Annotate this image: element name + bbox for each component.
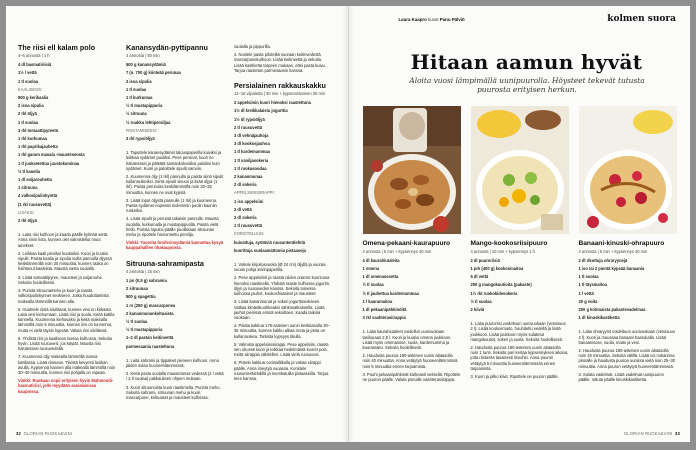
photographer-name: Panu Pälviö <box>439 17 465 22</box>
ingredient: 2 kananmunaa <box>234 174 263 180</box>
ingredient: 1 tl suolaa <box>126 86 147 92</box>
recipe-tip: Vinkki: Tuoreita broilerinsydämiä kannattaa kysyä kauppahallien lihakaupoista. <box>126 240 224 251</box>
recipe-title: Mango-kookosriisipuuro <box>470 240 548 247</box>
ingredient: 1 iso appelsiini <box>234 198 264 204</box>
recipe-step: 1. Laita kaurahiutaleet voidellun uunivuokaan tasilouaan 2,5 l. Kuori ja kuutioi omena joukkoon. Lisää myös omenasose, suola, kardemumma ja kauramaito. Sekoita huolellisesti. <box>362 329 452 351</box>
ingredient: 2 rkl öljyä <box>18 111 37 117</box>
ingredient: 500 g kanansydämiä <box>126 62 166 68</box>
ingredient: 1 tl ruusuvettä <box>234 223 262 229</box>
magazine-name: GLORIAN RUOKA&VINI <box>623 431 673 436</box>
recipe-step: 3. Lisää kananmunat ja sokeri jogurttiseokseen. Vatkaa kiinteäkuohkeaksi sähkövatkaimella. Lisää jauhot pienissä erissä sekoittaen. Kaada taikina vuokaan. <box>234 299 325 320</box>
recipe-step: 2. Keitä pasta suolalla maustetussa vedessä (2 l vettä / 2 tl suolaa) pakkauksen ohjeen mukaan. <box>126 371 224 382</box>
ingredient-list <box>126 278 224 349</box>
recipe-meta: 4 annosta | 5 min + kypsennys 40 min <box>362 248 432 254</box>
ingredient: 3 rkl tomaattipyreetä <box>18 127 59 133</box>
porridge-photo-apple-pecan <box>363 106 461 234</box>
recipe-step: 2. Haudusta puuroa 180-asteisen uunin alatasolla noin 1 tunti. Sekoita pari kertaa kypsennyksen aikana, jotta riisiteräs tasaisesti riisuihin. Anna puuron vetäytyä 5 minuuttia huoneenlämmössä ennen tarjoamista. <box>470 345 569 371</box>
ingredient: 5 dl vettä <box>470 274 489 280</box>
byline-role: kuvat <box>428 17 439 22</box>
ingredient: ½ tl kanelia <box>18 168 41 174</box>
recipe-step: 2. Kuumenna öljy (1 rkl) pannulla ja paista siinä sipulit kullanruskeiksi. Siirrä sipulit sivuun ja lisää öljyä (1 rkl). Paista perunoita keskilämmöllä noin 20–25 minuuttia, kunnes ne ovat kypsiä. <box>126 174 224 195</box>
recipe-column-mango-coconut <box>471 240 569 382</box>
ingredient: 1 tl suolaa <box>18 119 39 125</box>
ingredient: 1½ dl kreikkalaista jogurttia <box>234 108 288 114</box>
mango-coconut-bowl-illustration <box>471 106 569 234</box>
author-name: Laura Kaapro <box>398 17 427 22</box>
ingredient: 2 kananmunankeltuaista <box>126 310 174 316</box>
porridge-photo-mango-coconut <box>471 106 569 234</box>
recipe-step: 1. Laita sahrami ja tippaleet pieneen kulhoon. Anna jäiden sulaa huoneenlämmössä. <box>126 357 219 368</box>
magazine-spread <box>6 6 690 442</box>
ingredient: ½ tl mustapippuria <box>126 103 163 109</box>
recipe-step: 4. Lisää sipulit ja perunat takaisin pannulle. Mausta suolalla, kurkumalla ja mustapippurilla. Paista vielä hetki. Purista lopuksi päälle puolikkaan sitruunan mehu ja ripottele hienonnettu persilja. <box>126 216 219 238</box>
recipe-step: 4. Nostele pasta pihdeillä suoraan keitinvedestä mascarponekulhoon. Lisää keitinvettä ja sekoita. Lisää kastiketta tarpeen mukaan, ettei pasta kuivu. Tarjoa raastetun parmesaanin kanssa. <box>234 52 326 73</box>
ingredient: 1 sitruuna <box>18 185 38 191</box>
ingredient: 1 rkl paprikajauhetta <box>18 144 58 150</box>
ingredient: 2 isoa sipulia <box>18 103 44 109</box>
ingredient: 200 g kotimaista pakastevadelmaa <box>578 307 646 313</box>
recipe-step: 4. Purista sitruunamehu ja kuori ja raasta valkosipulinkynnet seokseen. Jotka huuduttamista makealla lämmöllä kannen alla. <box>18 288 109 304</box>
recipe-step: 2. Pese appelsiinit ja raasta niiden oranssi kuorinosa hienoksi raastinella. Yhdistä raaste kulhossa jogurtin, öljyn ja ruusuveden kanssa. Sekoita toisessa kulhossa jauhot, kookoshiutaleet ja mausteet. <box>234 275 331 297</box>
ingredient: 4 valkosipulinkynttä <box>18 193 58 199</box>
section-label: kolmen suora <box>607 14 676 24</box>
recipe-step: 6. Pistele kakkua cocktailtikulla ja valuta siirappi päälle. Anna imeytyä vuoassa. Koristele ruusunterälehdillä ja murskatuilla pistaaseilla. Tarjoa teen kanssa. <box>234 360 329 381</box>
recipe-meta: 4 annosta | 10 min + kypsennys 1 h <box>470 248 535 254</box>
ingredient: 1 l vettä <box>578 290 594 296</box>
recipe-step: 2. Haudusta puuroa 180-asteisen uunin alatasolla noin 40 minuuttia. Anna vetäytyä huoneenlämmössä noin 5 minuuttia ennen tarjoamista. <box>362 353 458 369</box>
ingredient: ½ ruukku lehtipersiljaa <box>126 119 171 125</box>
recipe-step: 5. Huuhtele riisiä siivilässä, kunnes vesi on kirkasta. Laita vesi kiehumaan. Lisää riisi ja suola. Keitä kattila kannella. Kuumenna kiehuvaksi ja keitä makealla lämmöllä noin 5 minuuttia, kunnes riisi on turvonnut, mutta ei vielä täysin kypsää. Valuta riisi siivilässä. <box>18 306 115 333</box>
ingredient: 500 g kerikaalia <box>18 95 49 101</box>
recipe-step: 2. Haudusta puuroa 180-asteisen uunin alatasolla noin 40 minuuttia. Sekoita välillä. Lisää voi nokareina pinnalle ja haudusta puuroa uunissa vielä noin 25–30 minuuttia. Anna puuron vetäytyä huoneenlämmössä. <box>578 348 676 369</box>
ingredient: 1–2 dl pastan keitinvettä <box>126 335 174 341</box>
apple-pecan-bowl-illustration <box>363 106 461 234</box>
ingredient: ½ tl suolaa <box>470 298 492 304</box>
ingredient: 1 l kauramaitoa <box>362 298 393 304</box>
ingredient: 1 rs (250 g) mascarponea <box>126 302 176 308</box>
ingredient: 2 sitruunaa <box>126 286 148 292</box>
recipe-title: Banaani-kinuski-ohrapuuro <box>578 240 665 247</box>
recipe-meta: 4 annosta | 15 min <box>126 268 160 274</box>
recipe-column-3 <box>234 44 332 384</box>
ingredient: kuivattuja, syötäviä ruusunterälehtiä <box>234 239 305 245</box>
ingredient: 1 pn (0,5 g) sahramia <box>126 277 167 283</box>
ingredient: 2 dl puuroriisiä <box>470 257 500 263</box>
headline: Hitaan aamun hyvät <box>410 50 643 74</box>
ingredient: 1½ rkl ruokokidesokeria <box>470 290 518 296</box>
recipe-step: 6. Yhdistä riisi ja kaaliseos isossa kulhossa. Sekoita hyvin. Lisää ruusuvesi, jos käytät. Mausta riisi halutessasi ruusuvedellä. <box>18 335 112 352</box>
ingredient: 4 dl kaurahiutaleita <box>362 257 400 263</box>
ingredient: 2 dl vettä <box>234 206 252 212</box>
ingredient: 1 tl suolaa <box>578 274 599 280</box>
ingredient-subheading: KORISTELUUN: <box>234 231 265 237</box>
recipe-step: 3. Kuori sitruunoista kuori raastimella. Purista mehu. Sekoita sahrami, sitruunan mehu ja kuori, mascarpone, keltuaiset ja mausteet kulhossa. <box>126 384 221 400</box>
ingredient: 3 rkl rypsiöljyä <box>126 136 155 142</box>
ingredient: kuorittuja suolaamattomia pistaaseja <box>234 247 306 253</box>
recipe-step: 3. Sulata vadelmat. Lisää vadelmat uunipuuron päälle. Valuta päälle kinuskikastiketta. <box>578 371 664 383</box>
recipe-step: 5. Valmista appelsiinisiirappi. Pese appelsiini, raasta sen ohuesti kuori ja leikkaa hedelmästä kuoret pois. Keitä siirappia vähitellen. Lisää vielä ruusuvesi. <box>234 341 329 358</box>
ingredient: 1 prk (400 g) kookosmaitoa <box>470 266 524 271</box>
recipe-step: 3. Pouhi pekaanipähkinät karkeasti veitsellä. Ripottele ne puuron päälle. Valuta pinnalle vaahterasiirappia. <box>362 371 461 383</box>
ingredient-list <box>234 100 332 253</box>
ingredient: 1 tl kardemummaa <box>234 149 270 155</box>
ingredient-list <box>126 62 224 141</box>
ingredient: 1 rkl garam masala -mausteseosta <box>18 152 85 158</box>
ingredient: 4 dl basmatiriisiä <box>18 62 52 68</box>
ingredient: 20 g voita <box>578 298 598 304</box>
ingredient: 1 rkl kurkumaa <box>18 136 47 142</box>
ingredient: ½ tl mustapippuria <box>126 327 163 333</box>
ingredient: parmesaania raasteltuna <box>126 343 175 349</box>
recipe-step: 7. Kuumenna öljy makealla lämmöllä isossa kattilassa. Lisää riisiseos. Tiivistä kevyesti lusikan avulla. Kypsennä kannen alla makealla lämmöllä noin 30–40 minuuttia, kunnes riisi pohjalla on rapeaa. <box>18 354 116 375</box>
ingredient-list <box>18 62 116 223</box>
recipe-title: Persialainen rakkauskakku <box>234 81 326 91</box>
recipe-column-apple-pecan <box>363 240 461 385</box>
ingredient: 1 tl ruokasoodaa <box>234 165 267 171</box>
recipe-step: 2. Leikkaa kaali pieniksi kuutioiksi. Kuori ja kuutioi sipulit. Paista kaalia ja sipulia isolla pannulla öljyssä keskilämmöllä noin 20 minuuttia, kunnes raaka on haihtunut kaaleista. Mausta vasta suolalla. <box>18 250 112 272</box>
page-number: 33 <box>675 431 680 436</box>
recipe-step-continued: suolalla ja pippurilla. <box>234 44 271 49</box>
ingredient: 1 iso tai 2 pientä kypsää banaania <box>578 266 645 271</box>
ingredient-subheading: LISÄKSI: <box>18 209 35 215</box>
recipe-step: 1. Laita puuroriisi voideltuun uunivuokaan (vetoisuus 2 l). Lisää kookosmaito, huuhdeltu vedellä ja lisää joukkoon. Lisää joukkoon myös sulatetut mangokuutiot, sokeri ja suola. Sekoita huolellisesti. <box>470 321 566 342</box>
ingredient: 3 rkl vaahterasiirappia <box>362 315 406 321</box>
ingredient: ½ sitruuna <box>126 111 147 117</box>
recipe-tip: Vinkki: Ruokaan sopii erityisen hyvin Mahmoodi-basmatiriisi, jolle myydään aasialaisissa kaupoissa. <box>18 378 114 394</box>
deck: Aloita vuosi lämpimällä uunipuurolla. Höysteet tekevät tutusta puurosta erityisen herkun. <box>409 76 645 95</box>
ingredient: 1 omena <box>362 266 380 271</box>
byline <box>399 17 465 22</box>
recipe-title: Kanansydän-pyttipannu <box>126 43 208 52</box>
recipe-step: 1. Taputtele kanansydämet talouspaperilla kuiviksi ja leikkaa sydämet puoliksi. Pese perunat, kuori ne halutessasi ja pätkätä samankokoisiksi paloiksi kuin sydämet. Kuori ja paloittele sipulit samoin. <box>126 150 222 171</box>
recipe-meta: 14–16 viipaletta | 30 min + kypsennäminen 30 min <box>234 91 326 97</box>
ingredient: 1 dl soijarouhetta <box>18 177 52 183</box>
porridge-photo-banana-caramel <box>579 106 677 234</box>
recipe-column-banana-caramel <box>579 240 677 385</box>
recipe-column-1 <box>18 44 116 397</box>
recipe-step: 1. Laita riisi kulhoon ja kaada päälle kylmää vettä. Anna riisin liota, kunnes olet valmistellut muut ainekset. <box>18 232 109 248</box>
ingredient: 2 tl ruusuvettä <box>234 124 262 130</box>
ingredient: (1 rkl ruusuvettä) <box>18 201 52 207</box>
recipe-step: 1. Laita ohraryynit voideltuun uunivuokaan (vetoisuus 2 l). Kuori ja muussaa banaani haarukalla. Lisää banaanisose, suola, maito ja vesi. <box>578 329 675 345</box>
ingredient: 200 g mangokuutioita (pakaste) <box>470 282 532 288</box>
ingredient: 3 dl kookosjauhoa <box>234 141 270 147</box>
ingredient: 2 appelsiinin kuori hienoksi raastettuna <box>234 100 311 106</box>
recipe-step: 3. Lisää loput öljystä pannulle (1 rkl) ja kuumenna. Paista sydämet nopeasti molemmin puolin kauniin ruskeiksi. <box>126 197 218 214</box>
ingredient: ½ tl suolaa <box>126 318 148 324</box>
ingredient: 1 dl kinuskikastiketta <box>578 315 620 321</box>
ingredient-subheading: KAALISEOS: <box>18 86 43 92</box>
recipe-meta: 4 annosta | 5 min + kypsennys 40 min <box>578 248 648 254</box>
right-footer <box>624 431 680 436</box>
left-page <box>6 6 349 442</box>
ingredient: 2 rkl öljyä <box>18 218 37 224</box>
ingredient: 2 kiiviä <box>470 307 485 313</box>
ingredient: 1 tl täysmaitoa <box>578 282 607 288</box>
ingredient: 1 tl vaniljasokeria <box>234 157 269 163</box>
ingredient-subheading: APPELSIINISIIRAPPI: <box>234 190 275 196</box>
ingredient: ½ tl jauhettua kardemummaa <box>362 290 419 296</box>
magazine-name: GLORIAN RUOKA&VINI <box>23 431 73 436</box>
recipe-column-2 <box>126 44 224 403</box>
ingredient: 2 isoa sipulia <box>126 78 152 84</box>
recipe-title: The riisi ell kalam polo <box>18 43 96 52</box>
ingredient: 2 dl sokeria <box>234 182 257 188</box>
ingredient: 1 dl omenasosetta <box>362 274 399 280</box>
ingredient: 1 tl kurkumaa <box>126 95 153 101</box>
ingredient: ½ tl suolaa <box>362 282 384 288</box>
ingredient: 500 g spagettia <box>126 294 156 300</box>
recipe-meta: 4–6 annosta | 1 h <box>18 53 50 58</box>
page-number: 32 <box>16 431 21 436</box>
ingredient: 1 tl suolaa <box>18 78 39 84</box>
ingredient: 1 tl juoksetettua juustokuminaa <box>18 160 80 166</box>
recipe-title: Sitruuna-sahramipasta <box>126 258 204 268</box>
ingredient: 2 dl rikottuja ohraryynejä <box>578 257 628 263</box>
right-page <box>349 6 691 442</box>
ingredient: 1½ dl rypsiöljyä <box>234 116 265 122</box>
ingredient: 1½ l vettä <box>18 70 37 76</box>
left-footer <box>16 431 72 436</box>
recipe-title: Omena-pekaani-kaurapuuro <box>362 240 451 247</box>
ingredient: 1 dl pekaanipähkinöitä <box>362 307 407 313</box>
recipe-step: 1. Voitele kirjoitusvuoka (Ø 24 cm) öljyllä ja vuoraa vuoan pohja leivinpaperilla. <box>234 262 326 273</box>
ingredient: 3 dl vehnäjauhoja <box>234 133 269 139</box>
banana-caramel-bowl-illustration <box>579 106 677 234</box>
recipe-step: 3. Lisää tomaattipyree, mausteet ja soijarouhe. Sekoita huolellisesti. <box>18 274 103 285</box>
recipe-step: 4. Paista kakkua 175-asteisen uunin keskitasolla 30–35 minuuttia, kunnes kakku alkaa irrota ja pinta on kullanruskea. Tarkista kypsyys tikulla. <box>234 323 331 339</box>
ingredient-subheading: PAISTAMISEEN: <box>126 127 157 133</box>
recipe-step: 3. Kuori ja pilko kiivit. Ripottele ne puuron päälle. <box>470 374 559 380</box>
ingredient: 7 (n. 700 g) kiinteää perunaa <box>126 70 181 76</box>
recipe-meta: 4 annosta | 50 min <box>126 53 160 58</box>
ingredient: 2 dl sokeria <box>234 215 257 221</box>
